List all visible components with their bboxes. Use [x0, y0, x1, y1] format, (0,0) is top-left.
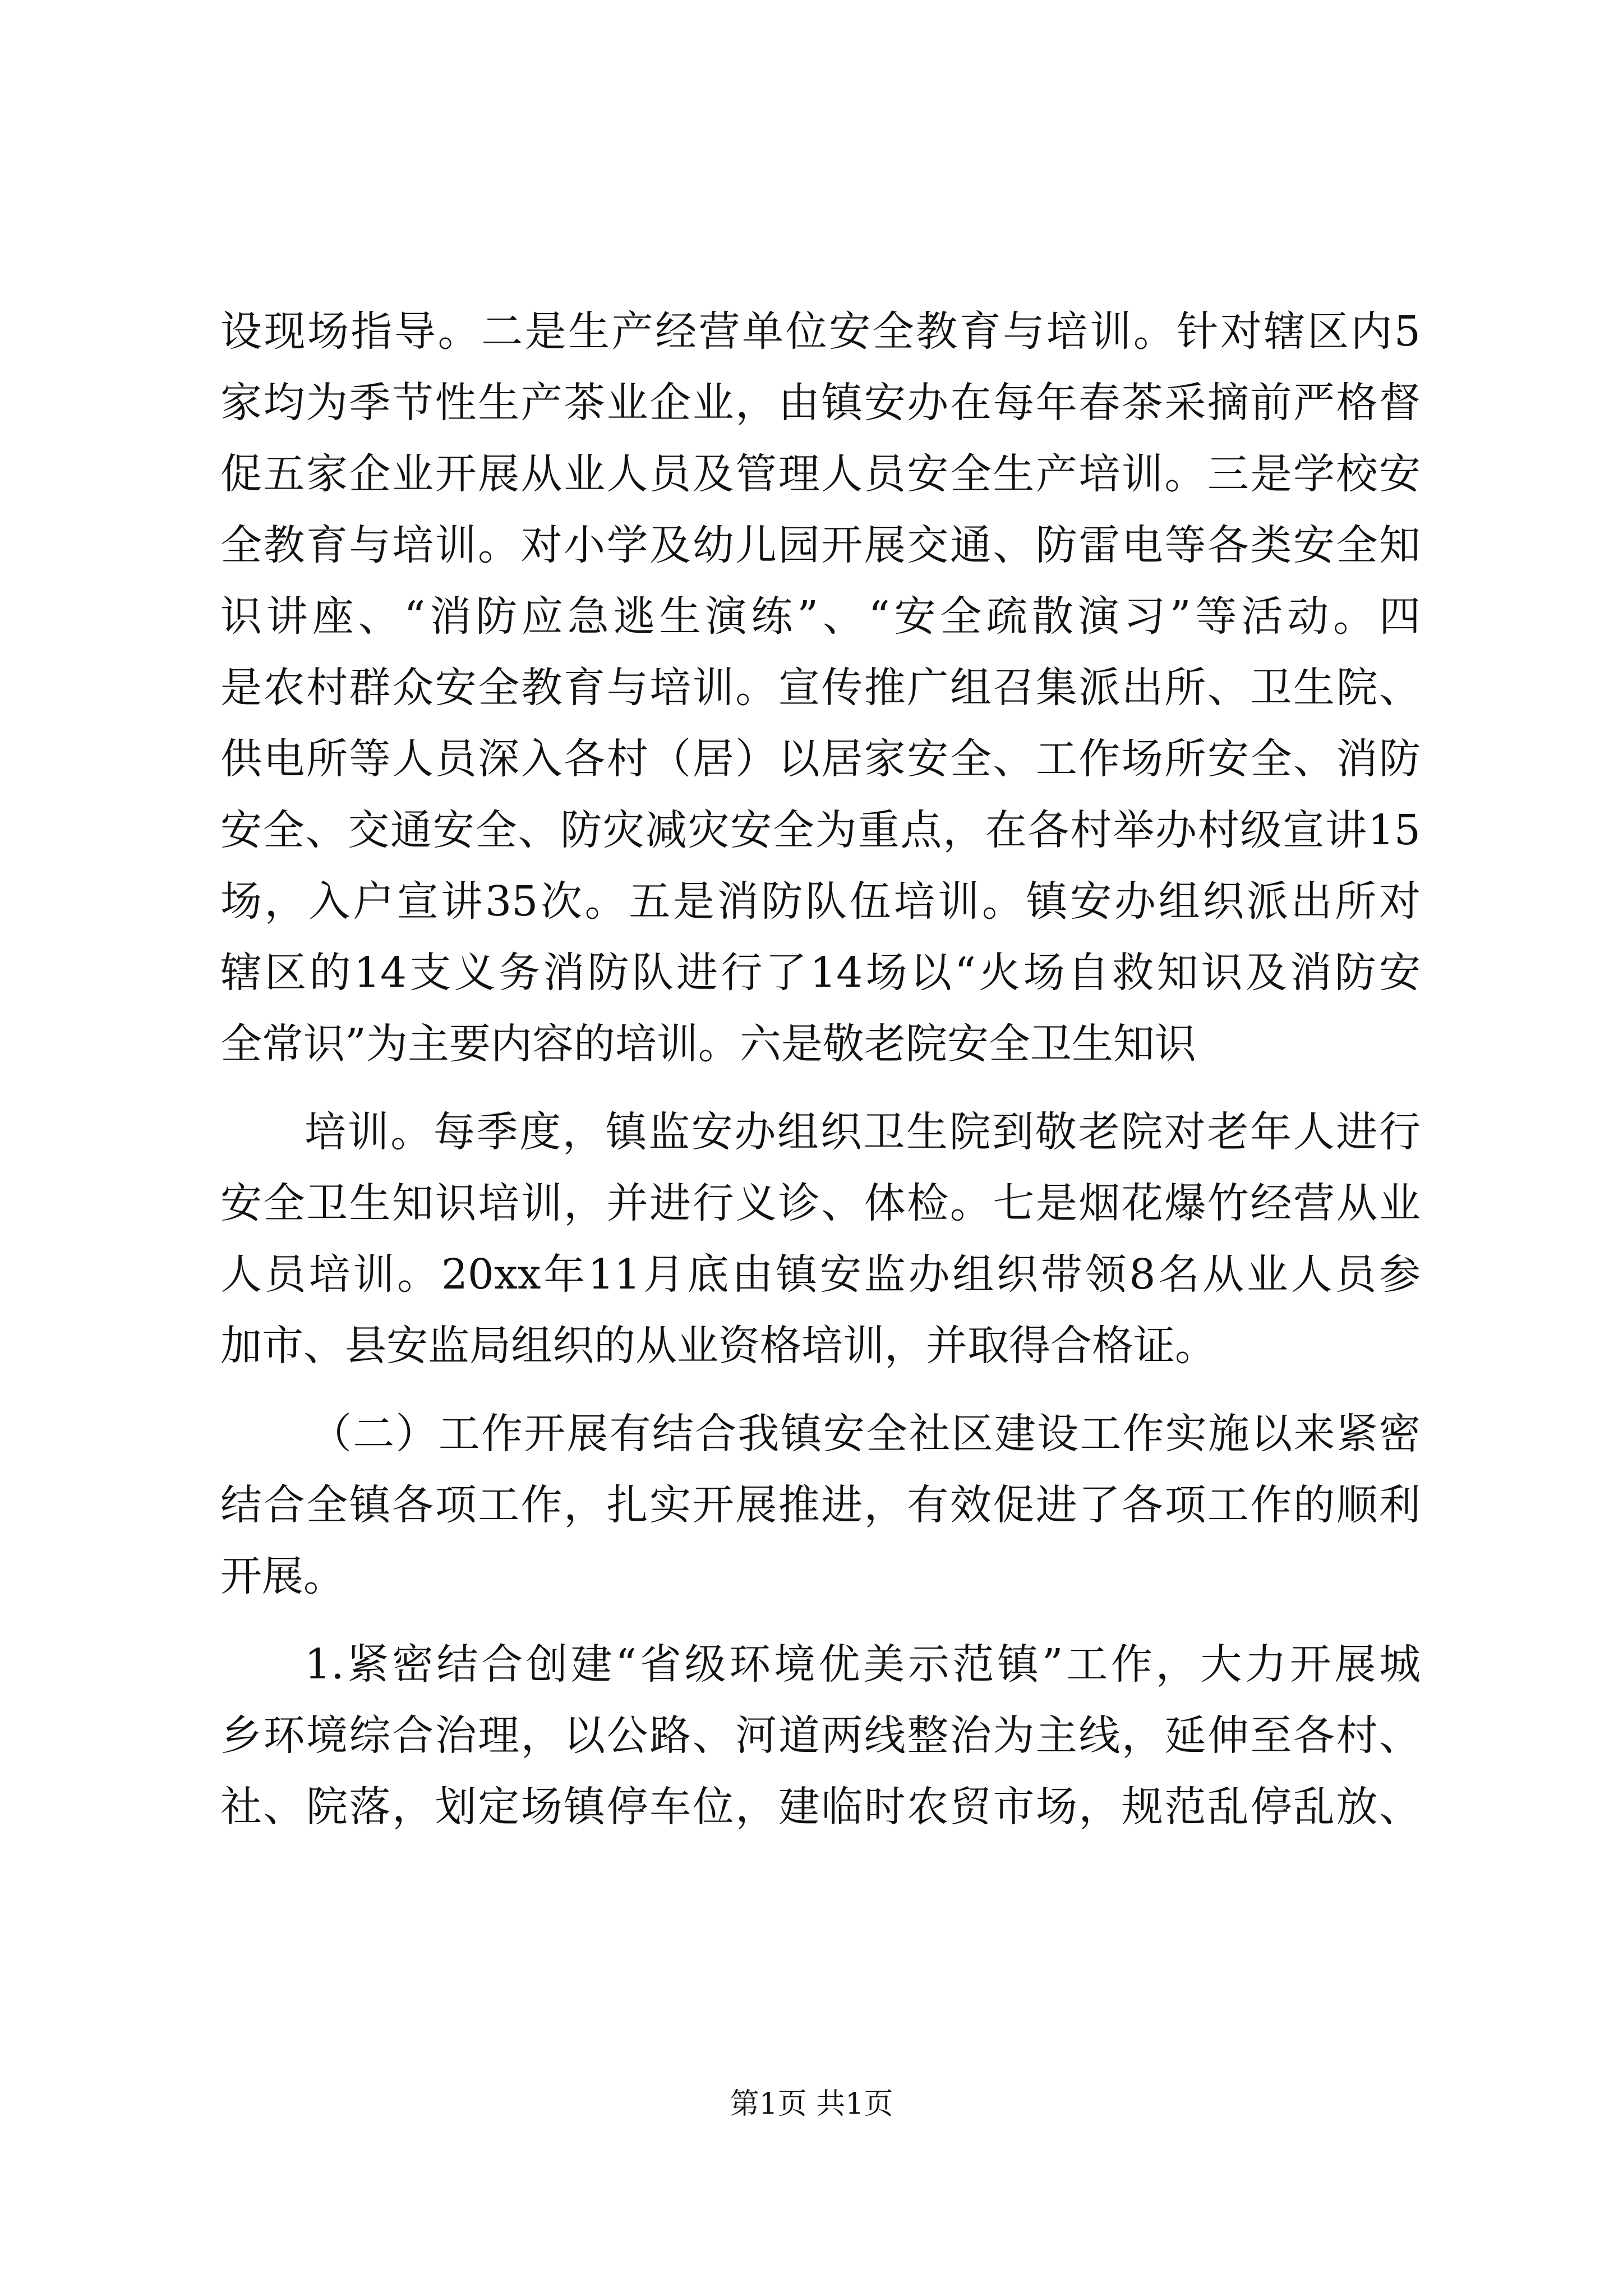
page-footer	[0, 2085, 1623, 2124]
text-line: 开展。	[220, 1552, 345, 1600]
text-line: 社、院落，划定场镇停车位，建临时农贸市场，规范乱停乱放、	[220, 1783, 1421, 1831]
text-line: 安全、交通安全、防灾减灾安全为重点，在各村举办村级宣讲15	[220, 806, 1421, 854]
text-line: 是农村群众安全教育与培训。宣传推广组召集派出所、卫生院、	[220, 664, 1421, 712]
text-line: 人员培训。20xx年11月底由镇安监办组织带领8名从业人员参	[220, 1250, 1421, 1299]
text-line: 全教育与培训。对小学及幼儿园开展交通、防雷电等各类安全知	[220, 521, 1421, 569]
page-number-label: 第1页 共1页	[730, 2087, 893, 2121]
paragraph-gap	[220, 1612, 1421, 1629]
text-line: 促五家企业开展从业人员及管理人员安全生产培训。三是学校安	[220, 450, 1421, 498]
text-line: 培训。每季度，镇监安办组织卫生院到敬老院对老年人进行	[305, 1108, 1421, 1156]
document-body	[220, 296, 1421, 1843]
text-line: 加市、县安监局组织的从业资格培训，并取得合格证。	[220, 1322, 1216, 1370]
text-line: 辖区的14支义务消防队进行了14场以“火场自救知识及消防安	[220, 949, 1421, 997]
paragraph-gap	[220, 1080, 1421, 1097]
paragraph-gap	[220, 1382, 1421, 1398]
text-line: 结合全镇各项工作，扎实开展推进，有效促进了各项工作的顺利	[220, 1481, 1421, 1529]
text-line: 场，入户宣讲35次。五是消防队伍培训。镇安办组织派出所对	[220, 877, 1421, 926]
text-line: （二）工作开展有结合我镇安全社区建设工作实施以来紧密	[310, 1410, 1421, 1458]
text-line: 安全卫生知识培训，并进行义诊、体检。七是烟花爆竹经营从业	[220, 1179, 1421, 1227]
text-line: 家均为季节性生产茶业企业，由镇安办在每年春茶采摘前严格督	[220, 379, 1421, 427]
text-line: 识讲座、“消防应急逃生演练”、“安全疏散演习”等活动。四	[220, 592, 1421, 641]
text-line: 1.紧密结合创建“省级环境优美示范镇”工作，大力开展城	[305, 1640, 1421, 1688]
text-line: 设现场指导。二是生产经营单位安全教育与培训。针对辖区内5	[220, 307, 1421, 356]
text-line: 乡环境综合治理，以公路、河道两线整治为主线，延伸至各村、	[220, 1711, 1421, 1760]
text-line: 供电所等人员深入各村（居）以居家安全、工作场所安全、消防	[220, 735, 1421, 783]
text-line: 全常识”为主要内容的培训。六是敬老院安全卫生知识	[220, 1020, 1196, 1068]
